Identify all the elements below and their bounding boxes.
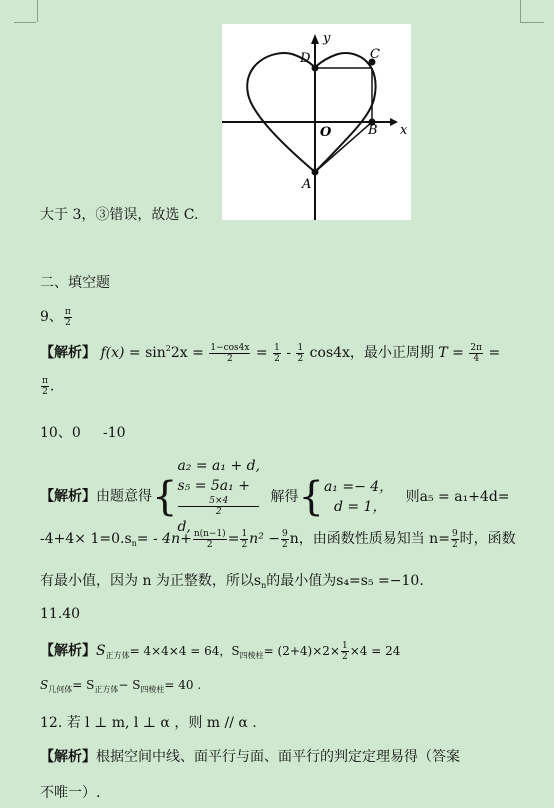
corner-mark-left bbox=[36, 0, 38, 22]
sol10-l2-f3-den: 2 bbox=[281, 539, 288, 550]
corner-mark-left-h bbox=[14, 22, 36, 24]
corner-mark-right-h bbox=[520, 22, 544, 24]
sol9-T: T = bbox=[438, 345, 469, 361]
sol9-frac1-den: 2 bbox=[227, 353, 233, 364]
sol11-line1 bbox=[40, 640, 400, 662]
q11-answer: 11.40 bbox=[40, 606, 81, 622]
sol9-tag: 【解析】 bbox=[40, 345, 96, 361]
brace-2: { bbox=[298, 473, 324, 520]
sol10-l3-sub: n bbox=[261, 581, 267, 590]
sol11-b: = 4×4×4 = 64，S bbox=[129, 644, 240, 658]
y-axis-arrow-icon bbox=[311, 34, 319, 44]
sol9-frac1 bbox=[209, 343, 250, 364]
sol10-sys1-frac bbox=[178, 496, 259, 517]
sol10-l2-f3-num: 9 bbox=[281, 528, 288, 539]
q9-fraction bbox=[64, 307, 72, 328]
sol11-frac-den: 2 bbox=[341, 651, 348, 662]
sol11-b-sub: 四棱柱 bbox=[239, 651, 264, 660]
sol10-l2-frac4 bbox=[451, 529, 459, 550]
sol9-2x: 2x = bbox=[170, 345, 209, 361]
sol10-mid: 解得 bbox=[270, 488, 299, 505]
x-axis-arrow-icon bbox=[390, 118, 398, 126]
sol10-l3a: 有最小值，因为 n 为正整数，所以s bbox=[40, 573, 262, 589]
sol11-c: = (2+4)×2× bbox=[263, 644, 340, 658]
sol11-frac bbox=[341, 641, 349, 662]
sol9-final-den: 2 bbox=[42, 387, 48, 397]
sol10-tag: 【解析】 bbox=[40, 488, 96, 505]
sol12-tag: 【解析】 bbox=[40, 749, 96, 765]
sol10-lead: 由题意得 bbox=[96, 488, 152, 505]
q9-frac-num: π bbox=[64, 306, 71, 317]
sol9-cos: cos4x，最小正周期 bbox=[309, 345, 439, 361]
label-d: D bbox=[300, 51, 311, 66]
heart-curve bbox=[247, 53, 375, 172]
corner-mark-right bbox=[520, 0, 522, 22]
label-x: x bbox=[400, 123, 408, 138]
sol10-l2c: = bbox=[227, 531, 240, 547]
sol9-half1 bbox=[273, 343, 281, 364]
sol10-sys1-frac-num: 5×4 bbox=[178, 496, 259, 507]
sol11-a: S bbox=[96, 643, 106, 659]
sol9-eq: = bbox=[255, 345, 268, 361]
sol11-l2-sub2: 正方体 bbox=[94, 685, 119, 694]
sol10-l2-f4-den: 2 bbox=[451, 539, 458, 550]
sol9-minus: - bbox=[286, 345, 292, 361]
intro-line: 大于 3，③错误，故选 C. bbox=[40, 207, 199, 223]
sol10-sys2-row1: a₁ =− 4， bbox=[323, 478, 394, 495]
sol10-system2 bbox=[324, 477, 393, 517]
q12-answer: 12. 若 l ⊥ m, l ⊥ α ，则 m // α . bbox=[40, 715, 257, 731]
sol10-l2-f1-num: n(n−1) bbox=[193, 528, 226, 539]
sol10-l2-frac3 bbox=[281, 529, 289, 550]
sol9-end: . bbox=[49, 378, 55, 395]
sol11-tag: 【解析】 bbox=[40, 643, 96, 659]
sol10-l2-frac1 bbox=[193, 529, 227, 550]
label-y: y bbox=[323, 31, 331, 46]
sol11-l2b: = S bbox=[72, 678, 95, 692]
section-title: 二、填空题 bbox=[40, 275, 110, 291]
sol10-sys1-row2a: s₅ = 5a₁ + bbox=[177, 478, 250, 494]
sol11-a-sub: 正方体 bbox=[105, 651, 130, 660]
sol9-half2 bbox=[296, 343, 304, 364]
sol10-l2-frac2 bbox=[240, 529, 248, 550]
sol10-l2-f2-den: 2 bbox=[241, 539, 248, 550]
sol10-l2-f1-den: 2 bbox=[206, 539, 213, 550]
label-a: A bbox=[302, 177, 312, 192]
sol9-half2-num: 1 bbox=[297, 342, 304, 353]
sol10-system1 bbox=[177, 456, 260, 537]
point-a bbox=[312, 169, 319, 176]
sol10-sys1-row2b: d, bbox=[177, 519, 191, 535]
sol11-line2 bbox=[40, 678, 201, 695]
sol9-sin: sin bbox=[145, 345, 166, 361]
sol10-line1 bbox=[40, 456, 510, 537]
q9-answer bbox=[40, 306, 73, 328]
sol12-line1 bbox=[40, 746, 460, 766]
sol10-l2d: n² − bbox=[249, 531, 280, 547]
sol11-l2c: − S bbox=[118, 678, 141, 692]
sol9-half1-den: 2 bbox=[274, 353, 280, 364]
sol11-l2-sub1: 几何体 bbox=[48, 685, 73, 694]
label-b: B bbox=[368, 123, 378, 138]
sol11-l2d: = 40 . bbox=[164, 678, 202, 692]
sol11-d: ×4 = 24 bbox=[349, 644, 401, 658]
q9-number: 9、 bbox=[40, 309, 63, 325]
sol10-sys1-frac-den: 2 bbox=[215, 507, 222, 517]
sol9-frac2-den: 4 bbox=[473, 353, 480, 364]
sol10-l2f: 时，函数 bbox=[459, 531, 516, 547]
q9-frac-den: 2 bbox=[65, 317, 71, 328]
sol12-l1: 根据空间中线、面平行与面、面平行的判定定理易得（答案 bbox=[96, 749, 460, 765]
point-d bbox=[312, 65, 319, 72]
sol11-frac-num: 1 bbox=[341, 640, 348, 651]
sol9-frac2-num: 2π bbox=[470, 342, 483, 353]
label-o: O bbox=[320, 125, 332, 140]
sol11-l2a: S bbox=[40, 678, 49, 692]
sol9-frac1-num: 1−cos4x bbox=[210, 342, 250, 353]
sol12-line2: 不唯一）. bbox=[40, 785, 101, 801]
sol10-then: 则a₅ = a₁+4d= bbox=[405, 488, 510, 505]
sol10-l2a: -4+4× 1=0.s bbox=[40, 531, 132, 547]
q10-answer: 10、0 -10 bbox=[40, 425, 126, 441]
label-c: C bbox=[370, 47, 380, 62]
sol9-half2-den: 2 bbox=[297, 353, 304, 364]
sol9-f: f(x) = bbox=[100, 345, 146, 361]
sol9-sup: 2 bbox=[165, 344, 171, 353]
sol9-line1: 【解析】 $f(x) = \sin^22x$ = $\frac{1-\cos 4x}{2}$ = $\frac{1}{2}$ - $\frac{1}{2}$ cos4x，最小正周期 T = $\frac{2\pi}{4}$ = bbox=[40, 342, 501, 364]
sol10-l2-f4-num: 9 bbox=[451, 528, 458, 539]
sol10-l2b: = - 4n+ bbox=[136, 531, 192, 547]
sol10-l2-f2-num: 1 bbox=[241, 528, 248, 539]
heart-diagram bbox=[222, 24, 411, 220]
sol10-sys1-row1: a₂ = a₁ + d, bbox=[177, 458, 261, 474]
sol10-sys2-row2: d = 1， bbox=[333, 498, 387, 515]
brace-1: { bbox=[152, 473, 178, 520]
sol10-l2-sub: n bbox=[131, 539, 137, 548]
heart-figure bbox=[222, 24, 411, 220]
sol9-half1-num: 1 bbox=[274, 342, 280, 353]
sol9-frac2 bbox=[469, 343, 483, 364]
sol9-final-num: π bbox=[42, 376, 48, 386]
sol10-line3 bbox=[40, 570, 424, 590]
sol10-l2e: n，由函数性质易知当 n= bbox=[289, 531, 450, 547]
sol9-final-frac bbox=[41, 376, 49, 397]
sol11-l2-sub3: 四棱柱 bbox=[140, 685, 165, 694]
sol10-line2 bbox=[40, 528, 516, 550]
sol10-l3b: 的最小值为s₄=s₅ =−10. bbox=[266, 573, 424, 589]
sol9-line2 bbox=[40, 376, 54, 397]
